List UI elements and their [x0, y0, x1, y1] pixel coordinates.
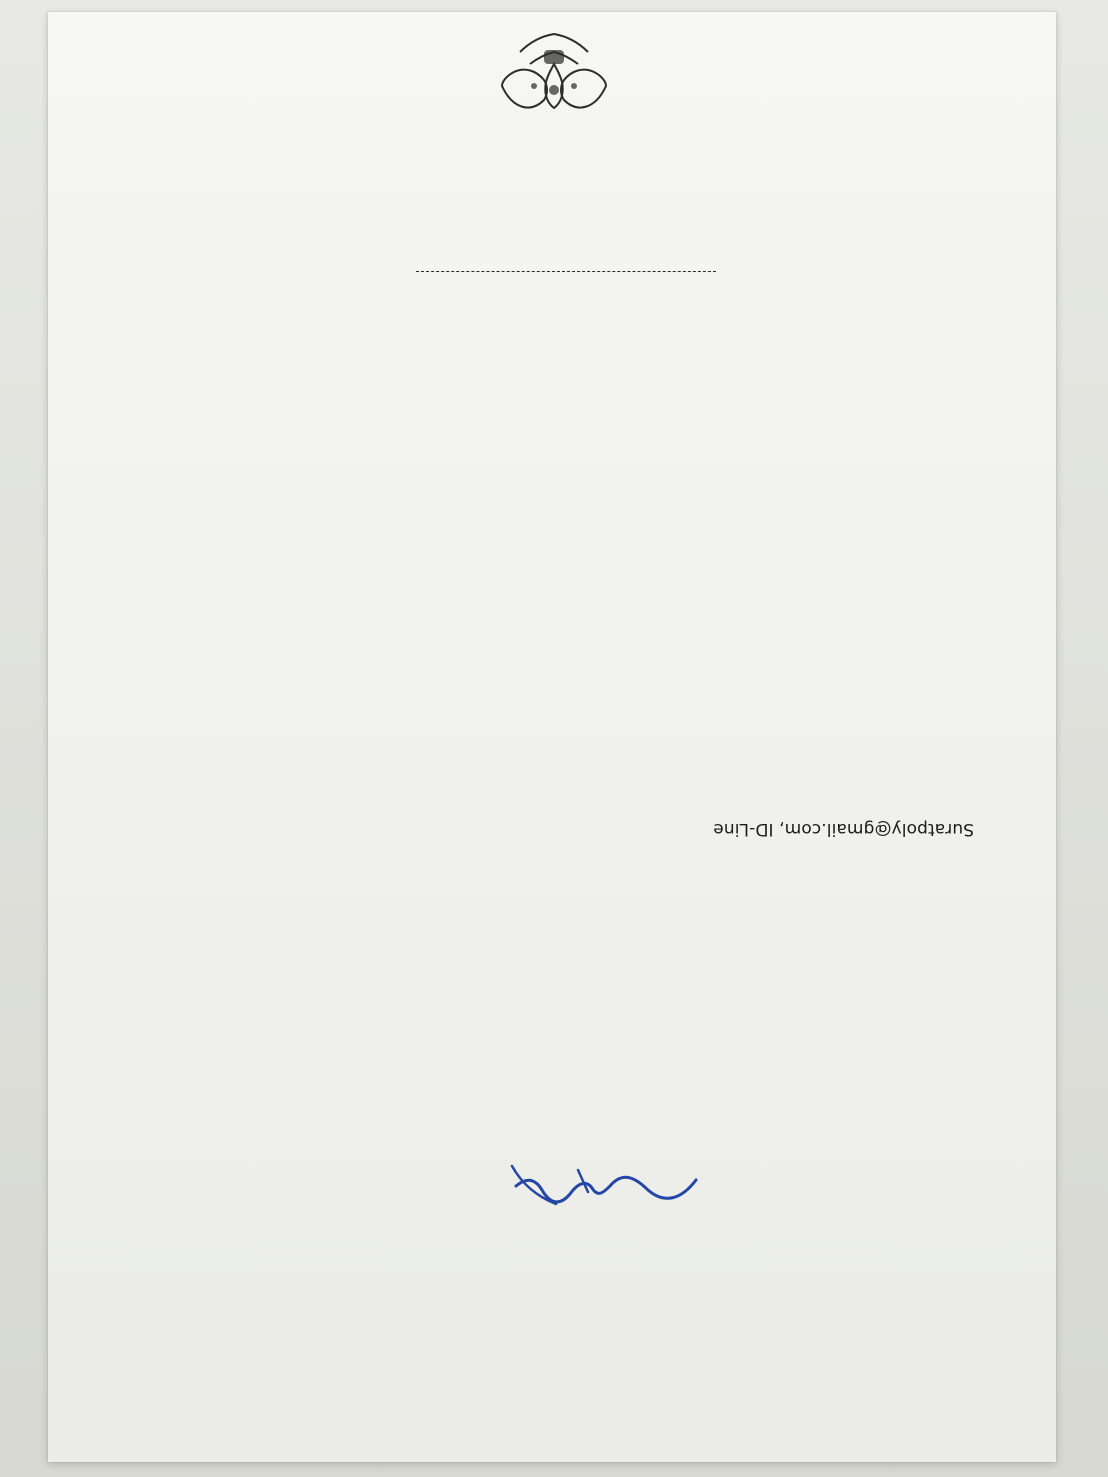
signature-icon [466, 1156, 706, 1214]
garuda-emblem-svg [486, 26, 622, 122]
garuda-emblem-icon [486, 26, 622, 122]
rotated-content [48, 12, 1056, 1462]
document-page [48, 12, 1056, 1462]
separator-rule [416, 271, 716, 272]
signature-svg [466, 1156, 706, 1214]
paragraph-3-line-4: Suratpoly@gmail.com, ID-Line [713, 819, 974, 839]
